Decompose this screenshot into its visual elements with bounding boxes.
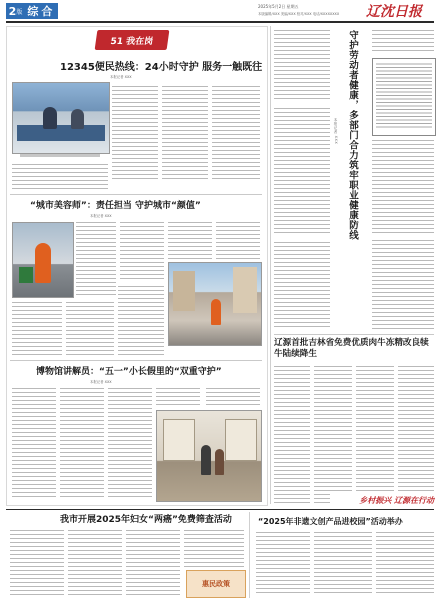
article-body: [274, 28, 330, 102]
article-body: [372, 28, 434, 54]
article-body: [156, 386, 200, 406]
article-body: [126, 528, 180, 596]
column-divider: [249, 512, 250, 598]
museum-photo-visitor: [201, 445, 211, 475]
bottom-rule: [6, 509, 434, 510]
column-divider: [270, 26, 271, 504]
article-body: [376, 530, 434, 596]
photo-caption: [20, 154, 100, 157]
article-body: [184, 528, 244, 568]
section-tab: [6, 3, 58, 19]
cattle-title: 辽源首批吉林省免费优质肉牛冻精改良犊牛陆续降生: [274, 338, 429, 359]
lecturer-byline: 本报记者 XXX: [90, 380, 112, 384]
article-body: [274, 364, 310, 504]
street-photo: [168, 262, 262, 346]
feature-banner: [95, 30, 170, 50]
beautician-photo-person: [35, 243, 51, 283]
ad-box: [186, 570, 246, 598]
street-photo-building: [173, 271, 195, 311]
article-body: [256, 530, 310, 596]
article-body: [376, 62, 432, 130]
article-body: [120, 220, 164, 280]
intangible-heritage-title: “2025年非遗文创产品进校园”活动举办: [258, 517, 403, 526]
article-body: [372, 138, 434, 234]
slogan-banner: [330, 494, 434, 506]
article-body: [206, 386, 260, 406]
article-body: [168, 220, 212, 260]
paper-name: 辽沈日报: [366, 4, 422, 20]
article-body: [112, 84, 158, 180]
hotline-photo-desk: [17, 125, 105, 141]
slogan-text: 乡村振兴 辽源在行动: [359, 494, 434, 505]
hotline-photo: [12, 82, 110, 154]
vertical-byline: 本报记者 XXX: [334, 118, 338, 145]
editor-line: 本版编辑/XXX 美编/XXX 校对/XXX 电话/XXXXXXXX: [258, 12, 340, 16]
page-suffix: 版: [16, 8, 23, 16]
museum-photo-visitor: [215, 449, 224, 475]
divider: [10, 360, 262, 361]
vertical-headline: 守护劳动者健康，多部门合力筑牢职业健康防线: [347, 30, 358, 240]
article-body: [314, 364, 352, 504]
street-photo-building: [233, 267, 257, 313]
article-body: [398, 364, 434, 504]
beautician-photo-cart: [19, 267, 33, 283]
beautician-byline: 本报记者 XXX: [90, 214, 112, 218]
page-number: 2: [8, 4, 17, 18]
article-body: [216, 220, 260, 260]
article-body: [356, 364, 394, 504]
hotline-title: 12345便民热线：24小时守护 服务一触既往: [60, 62, 263, 73]
beautician-photo: [12, 222, 74, 298]
hotline-photo-person: [71, 109, 84, 129]
article-body: [66, 300, 114, 356]
article-body: [372, 238, 434, 330]
article-body: [12, 162, 108, 190]
divider: [10, 194, 262, 195]
divider: [274, 334, 434, 335]
museum-photo: [156, 410, 262, 502]
beautician-title: “城市美容师”：责任担当 守护城市“颜值”: [30, 201, 201, 211]
date-line: 2025年5月2日 星期五: [258, 4, 299, 9]
article-body: [162, 84, 208, 180]
museum-photo-display: [163, 419, 195, 461]
ad-label: 惠民政策: [202, 580, 230, 588]
article-body: [10, 528, 64, 596]
article-body: [212, 84, 260, 180]
article-body: [76, 220, 116, 296]
masthead-rule: [6, 21, 434, 23]
hotline-byline: 本报记者 XXX: [110, 75, 132, 79]
article-body: [12, 300, 62, 356]
article-body: [274, 240, 330, 330]
museum-photo-display: [225, 419, 257, 461]
article-body: [314, 530, 372, 596]
lecturer-title: 博物馆讲解员：“五一”小长假里的“双重守护”: [36, 367, 222, 377]
section-title: 综合: [27, 5, 56, 18]
article-body: [274, 106, 330, 236]
article-body: [68, 528, 122, 596]
info-box: [372, 58, 436, 136]
article-body: [108, 386, 152, 500]
feature-banner-text: 51 我在岗: [109, 36, 154, 47]
article-body: [118, 284, 164, 356]
article-body: [60, 386, 104, 500]
hotline-photo-person: [43, 107, 57, 129]
article-body: [12, 386, 56, 500]
street-photo-worker: [211, 299, 221, 325]
women-screening-title: 我市开展2025年妇女“两癌”免费筛查活动: [60, 515, 232, 525]
